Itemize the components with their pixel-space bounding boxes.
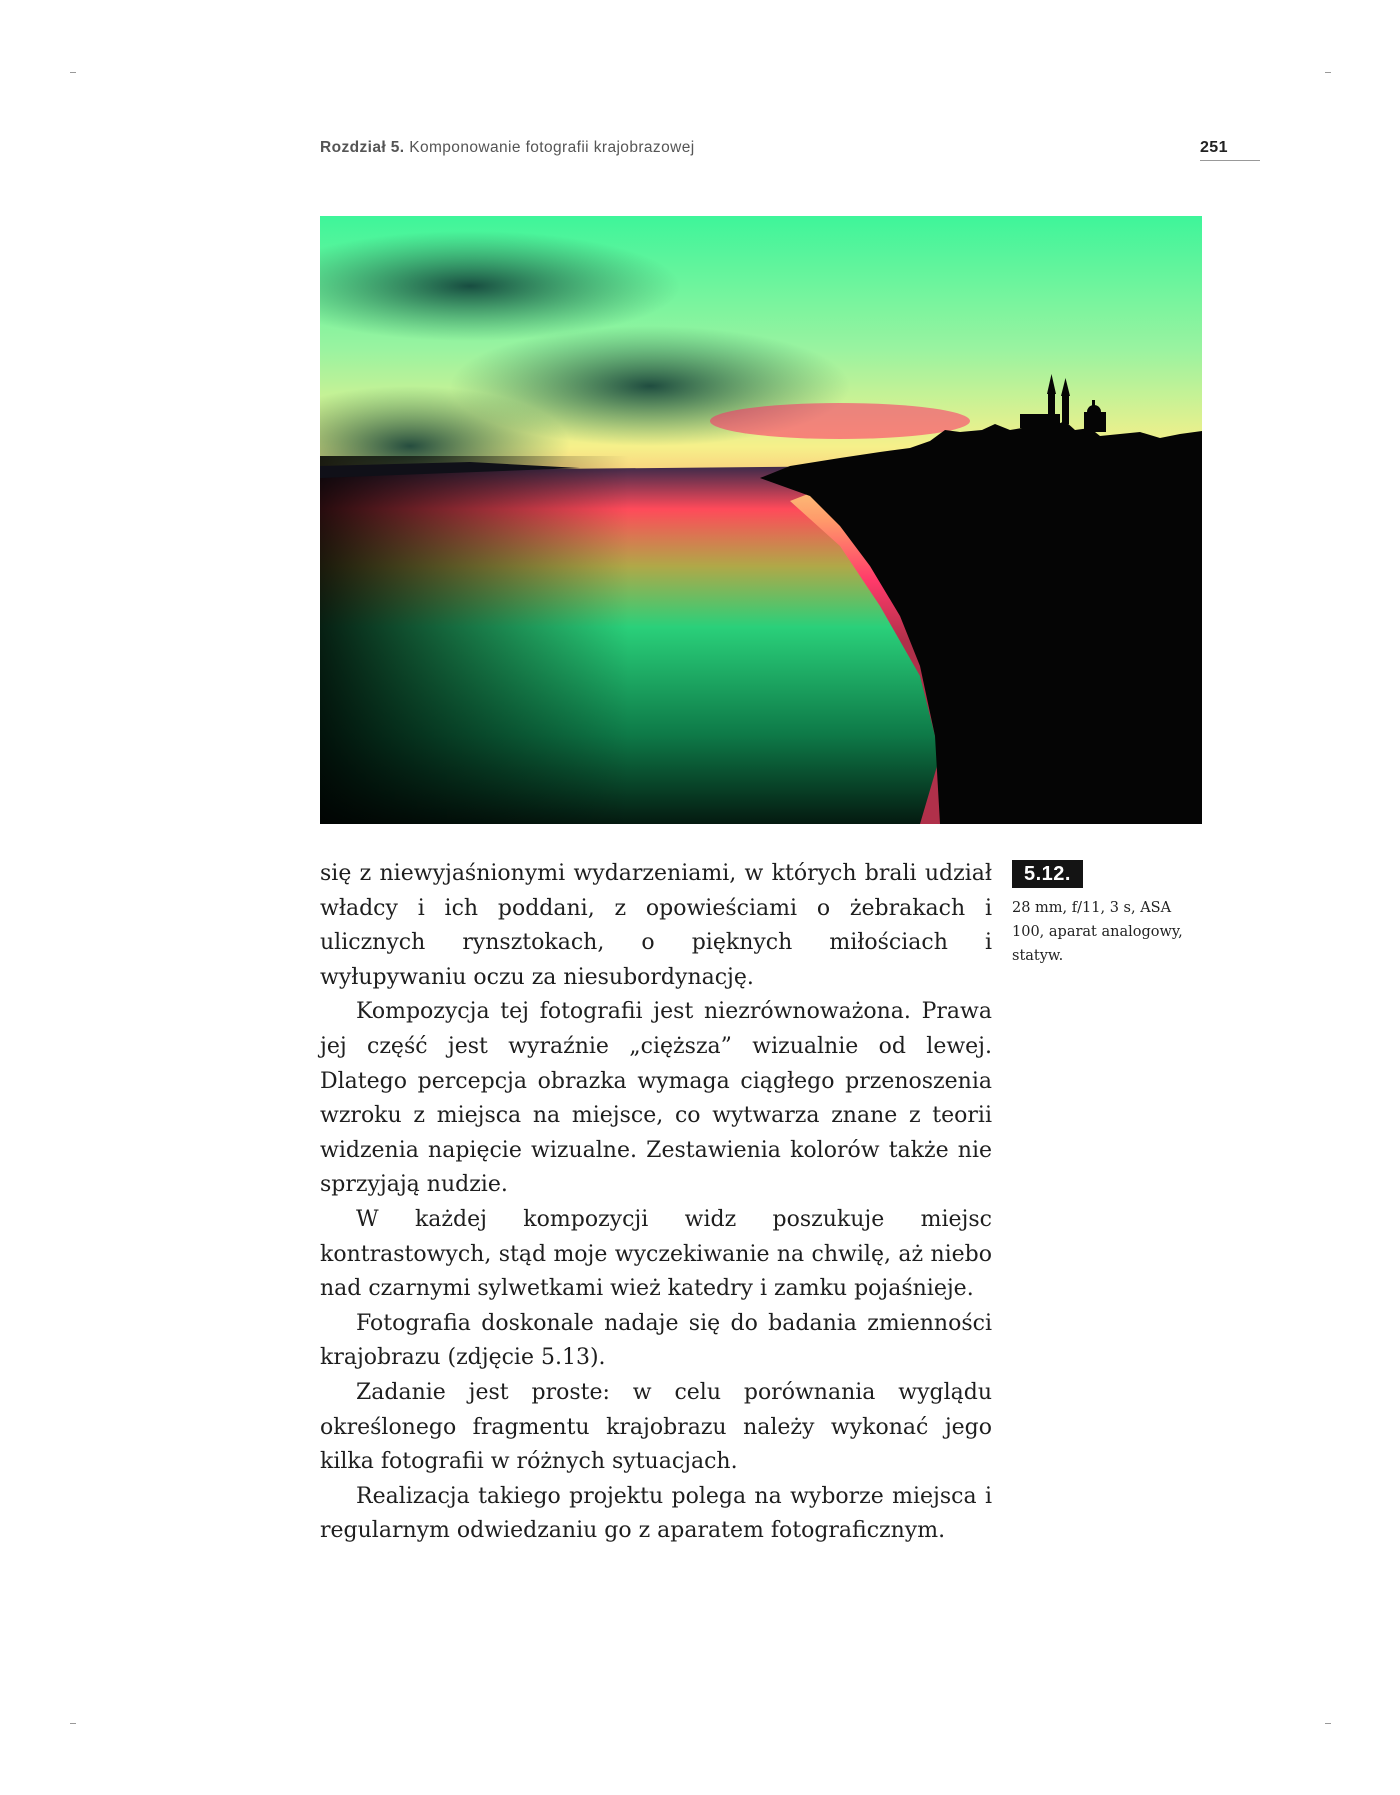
paragraph: W każdej kompozycji widz poszukuje miejsc kontrastowych, stąd moje wyczekiwanie na chwilę, aż niebo nad czarnymi sylwetkami wież katedry i zamku pojaśnieje. [320,1206,992,1302]
figure-number-badge: 5.12. [1012,860,1083,888]
running-header [320,139,1260,163]
paragraph: się z niewyjaśnionymi wydarzeniami, w których brali udział władcy i ich poddani, z opowieściami o żebrakach i ulicznych rynsztokach, o pięknych miłościach i wyłupywaniu oczu za niesubordynację. [320,861,992,990]
crop-mark [1325,1723,1331,1724]
page-number: 251 [1200,139,1260,161]
paragraph: Zadanie jest proste: w celu porównania wyglądu określonego fragmentu krajobrazu należy wykonać jego kilka fotografii w różnych sytuacjach. [320,1379,992,1475]
sunset-river-photo [320,216,1202,824]
body-text [320,857,992,1549]
crop-mark [1325,72,1331,73]
chapter-title: Komponowanie fotografii krajobrazowej [409,139,695,156]
crop-mark [70,1723,76,1724]
figure-caption-text: 28 mm, f/11, 3 s, ASA 100, aparat analogowy, statyw. [1012,900,1183,964]
paragraph: Kompozycja tej fotografii jest niezrównoważona. Prawa jej część jest wyraźnie „cięższa” wizualnie od lewej. Dlatego percepcja obrazka wymaga ciągłego przenoszenia wzroku z miejsca na miejsce, co wytwarza znane z teorii widzenia napięcie wizualne. Zestawienia kolorów także nie sprzyjają nudzie. [320,999,992,1198]
paragraph: Fotografia doskonale nadaje się do badania zmienności krajobrazu (zdjęcie 5.13). [320,1310,992,1371]
crop-mark [70,72,76,73]
chapter-label: Rozdział 5. [320,139,405,156]
figure-caption [1012,860,1192,968]
paragraph: Realizacja takiego projektu polega na wyborze miejsca i regularnym odwiedzaniu go z aparatem fotograficznym. [320,1483,992,1544]
